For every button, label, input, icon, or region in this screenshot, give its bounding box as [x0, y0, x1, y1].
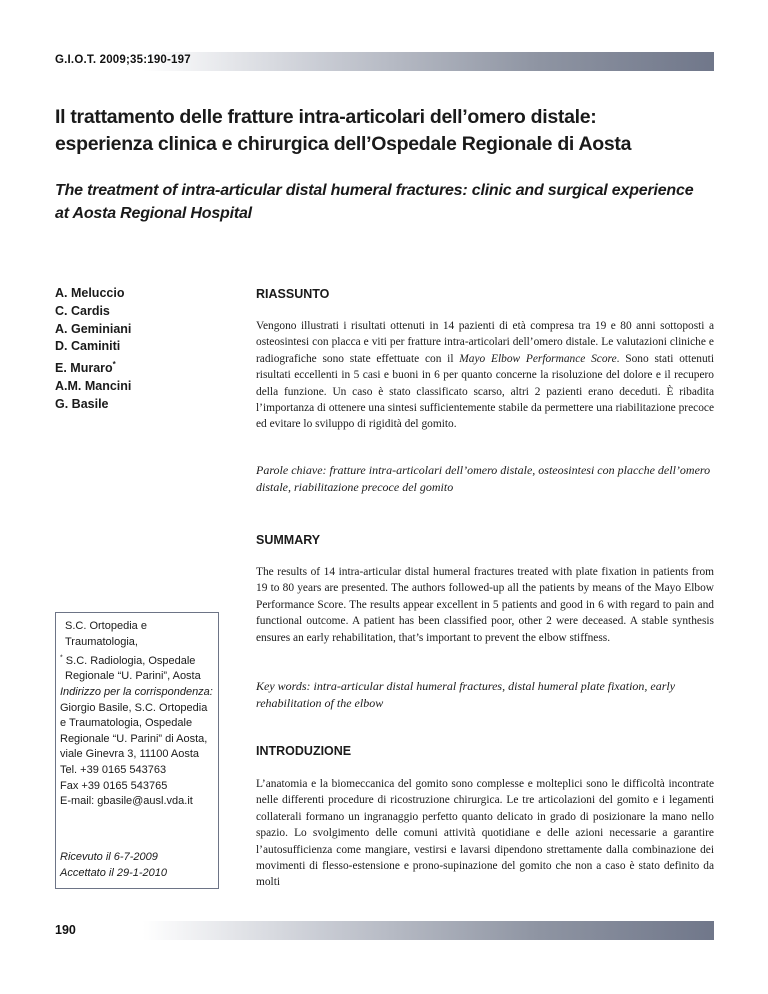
author: D. Caminiti [55, 339, 121, 354]
title-italian: Il trattamento delle fratture intra-articolari dell’omero distale: esperienza clinica e chirurgica dell’Ospedale Regionale di Aosta [55, 106, 632, 155]
correspondence-line: Regionale “U. Parini” di Aosta, [60, 732, 208, 745]
affiliation-line: S.C. Ortopedia e Traumatologia, [65, 620, 147, 648]
accepted-date: Accettato il 29-1-2010 [60, 866, 168, 879]
correspondence-label: Indirizzo per la corrispondenza: [60, 686, 213, 698]
riassunto-text-emphasis: Mayo Elbow Performance Score [459, 352, 617, 365]
author: A.M. Mancini [55, 379, 132, 394]
riassunto-keywords: Parole chiave: fratture intra-articolari dell’omero distale, osteosintesi con placche dell’omero distale, riabilitazione precoce del gomito [256, 463, 711, 494]
riassunto-text [256, 318, 714, 433]
affiliation-line: Regionale “U. Parini”, Aosta [65, 670, 201, 683]
summary-text: The results of 14 intra-articular distal humeral fractures treated with plate fixation in patients from 19 to 80 years are presented. The authors followed-up all the patients by means of the Mayo Elbow Performance Score. The results appear excellent in 5 patients and good in 6 with regard to pain and functional outcome. A patient has been classified poor, other 2 were deceased. A stable synthesis ensures an early rehabilitation, that’s important to prevent the elbow stiffness. [256, 566, 714, 644]
running-head: G.I.O.T. 2009;35:190-197 [55, 54, 191, 66]
riassunto-text-part: Vengono illustrati i risultati ottenuti in 14 pazienti di età compresa tra 19 e 80 anni sottoposti a osteosintesi con placca e viti per fratture intra-articolari dell’omero distale. Le valutazioni cliniche e radiografiche sono state effettuate con il [256, 320, 714, 365]
dates [60, 850, 218, 881]
correspondence [60, 685, 218, 810]
summary-keywords: Key words: intra-articular distal humeral fractures, distal humeral plate fixation, early rehabilitation of the elbow [256, 679, 676, 710]
title-english: The treatment of intra-articular distal humeral fractures: clinic and surgical experience at Aosta Regional Hospital [55, 182, 694, 222]
affiliation [60, 619, 218, 685]
correspondence-email[interactable]: E-mail: gbasile@ausl.vda.it [60, 795, 193, 808]
affiliation-line [60, 655, 195, 667]
author: A. Meluccio [55, 286, 125, 300]
correspondence-line: viale Ginevra 3, 11100 Aosta [60, 748, 200, 761]
summary-heading: SUMMARY [256, 533, 321, 547]
affiliation-line-text: S.C. Radiologia, Ospedale [65, 654, 196, 667]
author-name: E. Muraro [55, 361, 113, 376]
author: A. Geminiani [55, 321, 132, 336]
riassunto-text-part: . Sono stati ottenuti risultati eccellenti in 5 casi e buoni in 6 per quanto concerne la risoluzione del dolore e il recupero della funzione. Un caso è stato classificato scarso, altri 2 pazienti erano deceduti. È ribadita l’importanza di ottenere una sintesi sufficientemente stabile da permettere una riabilitazione precoce ed evitare lo sviluppo di rigidità del gomito. [256, 352, 714, 431]
affiliation-marker: * [60, 654, 63, 662]
author-marker: * [112, 360, 116, 370]
correspondence-line: e Traumatologia, Ospedale [60, 717, 193, 730]
introduzione-text: L’anatomia e la biomeccanica del gomito sono complesse e molteplici sono le difficoltà incontrate nelle differenti procedure di ricostruzione chirurgica. Le tre articolazioni del gomito e i legamenti collaterali formano un ingranaggio perfetto quanto delicato in grado di posizionare la mano nello spazio. Lo svolgimento delle comuni attività quotidiane e delle azioni necessarie a garantire l’autosufficienza come mangiare, vestirsi e lavarsi dipendono strettamente dalla combinazione dei movimenti di flesso-estensione e prono-supinazione del gomito che non a caso è stato definito da molti [256, 778, 714, 889]
riassunto-heading: RIASSUNTO [256, 287, 330, 301]
correspondence-phone: Tel. +39 0165 543763 [60, 763, 167, 776]
author [55, 356, 235, 378]
author: C. Cardis [55, 303, 110, 318]
page-number: 190 [55, 923, 76, 937]
author: G. Basile [55, 396, 109, 411]
correspondence-line: Giorgio Basile, S.C. Ortopedia [60, 701, 208, 714]
correspondence-fax: Fax +39 0165 543765 [60, 779, 168, 792]
author-list [55, 285, 235, 414]
introduzione-heading: INTRODUZIONE [256, 744, 352, 758]
affiliation-box [55, 612, 219, 889]
footer-bar [0, 921, 714, 940]
received-date: Ricevuto il 6-7-2009 [60, 851, 158, 863]
